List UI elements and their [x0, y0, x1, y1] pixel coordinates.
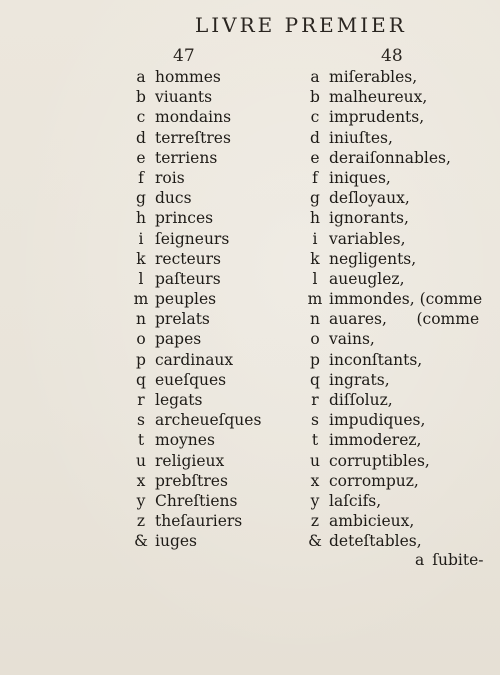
left-list-item: [130, 67, 261, 87]
row-word: immondes, (comme: [329, 290, 483, 309]
row-word: variables,: [329, 229, 406, 248]
row-letter: u: [310, 451, 320, 470]
row-letter: s: [137, 411, 145, 430]
row-word: rois: [155, 168, 185, 187]
row-letter: r: [137, 391, 145, 409]
left-list-item: [130, 229, 261, 249]
row-letter: e: [310, 148, 320, 167]
row-letter: y: [310, 491, 320, 510]
right-list-item: [304, 491, 482, 511]
row-word: ingrats,: [329, 370, 390, 389]
right-list-item: [304, 168, 482, 188]
right-column-list: [304, 67, 482, 552]
right-list-item: [304, 148, 482, 168]
row-word: miſerables,: [329, 68, 418, 86]
row-word: malheureux,: [329, 88, 428, 107]
row-letter: q: [136, 370, 146, 389]
row-word: terriens: [155, 148, 218, 167]
right-list-item: [304, 329, 482, 349]
row-word: iniques,: [329, 168, 391, 187]
row-letter: n: [310, 310, 320, 329]
row-word: vains,: [329, 330, 375, 349]
left-list-item: [130, 289, 261, 309]
row-word: archeueſques: [155, 411, 262, 430]
left-list-item: [130, 350, 261, 370]
row-word: viuants: [155, 88, 213, 107]
left-list-item: [130, 491, 261, 511]
row-letter: k: [136, 249, 146, 268]
row-letter: z: [136, 512, 146, 531]
row-letter: e: [136, 148, 146, 167]
row-letter: o: [136, 330, 146, 349]
row-letter: x: [136, 471, 146, 490]
left-list-item: [130, 511, 261, 531]
right-list-item: [304, 188, 482, 208]
row-letter: a: [310, 68, 320, 86]
catchword-text: ſubite-: [432, 551, 484, 569]
left-list-item: [130, 390, 261, 410]
row-letter: f: [138, 168, 144, 187]
row-word: eueſques: [155, 370, 227, 389]
right-list-item: [304, 309, 482, 329]
row-letter: b: [136, 88, 146, 107]
right-list-item: [304, 531, 482, 551]
left-list-item: [130, 148, 261, 168]
row-word: ambicieux,: [329, 512, 415, 531]
left-list-item: [130, 471, 261, 491]
row-word: hommes: [155, 68, 221, 86]
row-letter: l: [312, 269, 318, 288]
row-word: corrompuz,: [329, 471, 419, 490]
row-letter: b: [310, 88, 320, 107]
row-word: auares, (comme: [329, 310, 480, 329]
row-word: diſſoluz,: [329, 391, 393, 409]
row-letter: h: [136, 209, 146, 228]
left-list-item: [130, 269, 261, 289]
row-word: immoderez,: [329, 431, 422, 450]
right-list-item: [304, 289, 482, 309]
row-letter: c: [136, 108, 146, 127]
right-list-item: [304, 87, 482, 107]
row-letter: d: [310, 128, 320, 147]
row-letter: s: [311, 411, 319, 430]
row-word: ſeigneurs: [155, 229, 230, 248]
right-list-item: [304, 370, 482, 390]
column-number-left: 47: [173, 46, 195, 66]
row-word: legats: [155, 391, 203, 409]
row-word: deteſtables,: [329, 532, 422, 551]
row-word: mondains: [155, 108, 232, 127]
row-letter: x: [310, 471, 320, 490]
left-list-item: [130, 87, 261, 107]
left-list-item: [130, 107, 261, 127]
row-letter: z: [310, 512, 320, 531]
right-list-item: [304, 471, 482, 491]
row-word: inconſtants,: [329, 350, 423, 369]
row-letter: a: [136, 68, 146, 86]
row-word: laſcifs,: [329, 491, 382, 510]
row-word: imprudents,: [329, 108, 425, 127]
row-word: iniuſtes,: [329, 128, 393, 147]
right-list-item: [304, 269, 482, 289]
right-list-item: [304, 128, 482, 148]
row-letter: t: [311, 431, 319, 450]
left-list-item: [130, 188, 261, 208]
row-letter: g: [310, 189, 320, 208]
left-list-item: [130, 168, 261, 188]
left-list-item: [130, 430, 261, 450]
row-word: terreſtres: [155, 128, 231, 147]
right-list-item: [304, 229, 482, 249]
right-list-item: [304, 390, 482, 410]
row-word: theſauriers: [155, 512, 243, 531]
left-list-item: [130, 370, 261, 390]
row-letter: p: [136, 350, 146, 369]
row-letter: t: [137, 431, 145, 450]
left-list-item: [130, 451, 261, 471]
row-word: religieux: [155, 451, 225, 470]
row-word: Chreſtiens: [155, 491, 238, 510]
row-letter: f: [312, 168, 318, 187]
row-word: prebſtres: [155, 471, 228, 490]
row-word: deſloyaux,: [329, 189, 410, 208]
row-letter: q: [310, 370, 320, 389]
row-letter: i: [138, 229, 144, 248]
row-word: iuges: [155, 532, 197, 551]
right-list-item: [304, 511, 482, 531]
right-list-item: [304, 208, 482, 228]
row-word: ignorants,: [329, 209, 409, 228]
row-letter: d: [136, 128, 146, 147]
row-word: princes: [155, 209, 214, 228]
row-word: negligents,: [329, 249, 417, 268]
left-list-item: [130, 208, 261, 228]
row-word: impudiques,: [329, 411, 426, 430]
row-letter: y: [136, 491, 146, 510]
row-word: recteurs: [155, 249, 222, 268]
right-list-item: [304, 430, 482, 450]
row-word: cardinaux: [155, 350, 234, 369]
right-list-item: [304, 350, 482, 370]
row-letter: c: [310, 108, 320, 127]
row-word: deraiſonnables,: [329, 148, 451, 167]
row-letter: p: [310, 350, 320, 369]
row-letter: r: [311, 391, 319, 409]
row-word: corruptibles,: [329, 451, 430, 470]
row-word: paſteurs: [155, 269, 221, 288]
left-list-item: [130, 309, 261, 329]
row-letter: &: [308, 532, 322, 551]
running-head: LIVRE PREMIER: [195, 13, 407, 37]
row-letter: m: [307, 290, 323, 309]
row-letter: m: [133, 290, 149, 309]
right-list-item: [304, 67, 482, 87]
left-list-item: [130, 128, 261, 148]
catchword-letter: a: [415, 551, 425, 569]
row-word: prelats: [155, 310, 210, 329]
row-letter: &: [134, 532, 148, 551]
row-letter: u: [136, 451, 146, 470]
right-list-item: [304, 249, 482, 269]
row-letter: i: [312, 229, 318, 248]
row-letter: l: [138, 269, 144, 288]
left-column-list: [130, 67, 261, 552]
row-letter: g: [136, 189, 146, 208]
left-list-item: [130, 410, 261, 430]
catchword: [415, 551, 484, 569]
right-list-item: [304, 107, 482, 127]
left-list-item: [130, 531, 261, 551]
row-word: moynes: [155, 431, 215, 450]
row-word: aueuglez,: [329, 269, 405, 288]
row-letter: n: [136, 310, 146, 329]
left-list-item: [130, 249, 261, 269]
row-word: ducs: [155, 189, 192, 208]
row-letter: k: [310, 249, 320, 268]
left-list-item: [130, 329, 261, 349]
column-number-right: 48: [381, 46, 403, 66]
row-letter: h: [310, 209, 320, 228]
row-word: papes: [155, 330, 202, 349]
right-list-item: [304, 451, 482, 471]
row-letter: o: [310, 330, 320, 349]
right-list-item: [304, 410, 482, 430]
row-word: peuples: [155, 290, 217, 309]
